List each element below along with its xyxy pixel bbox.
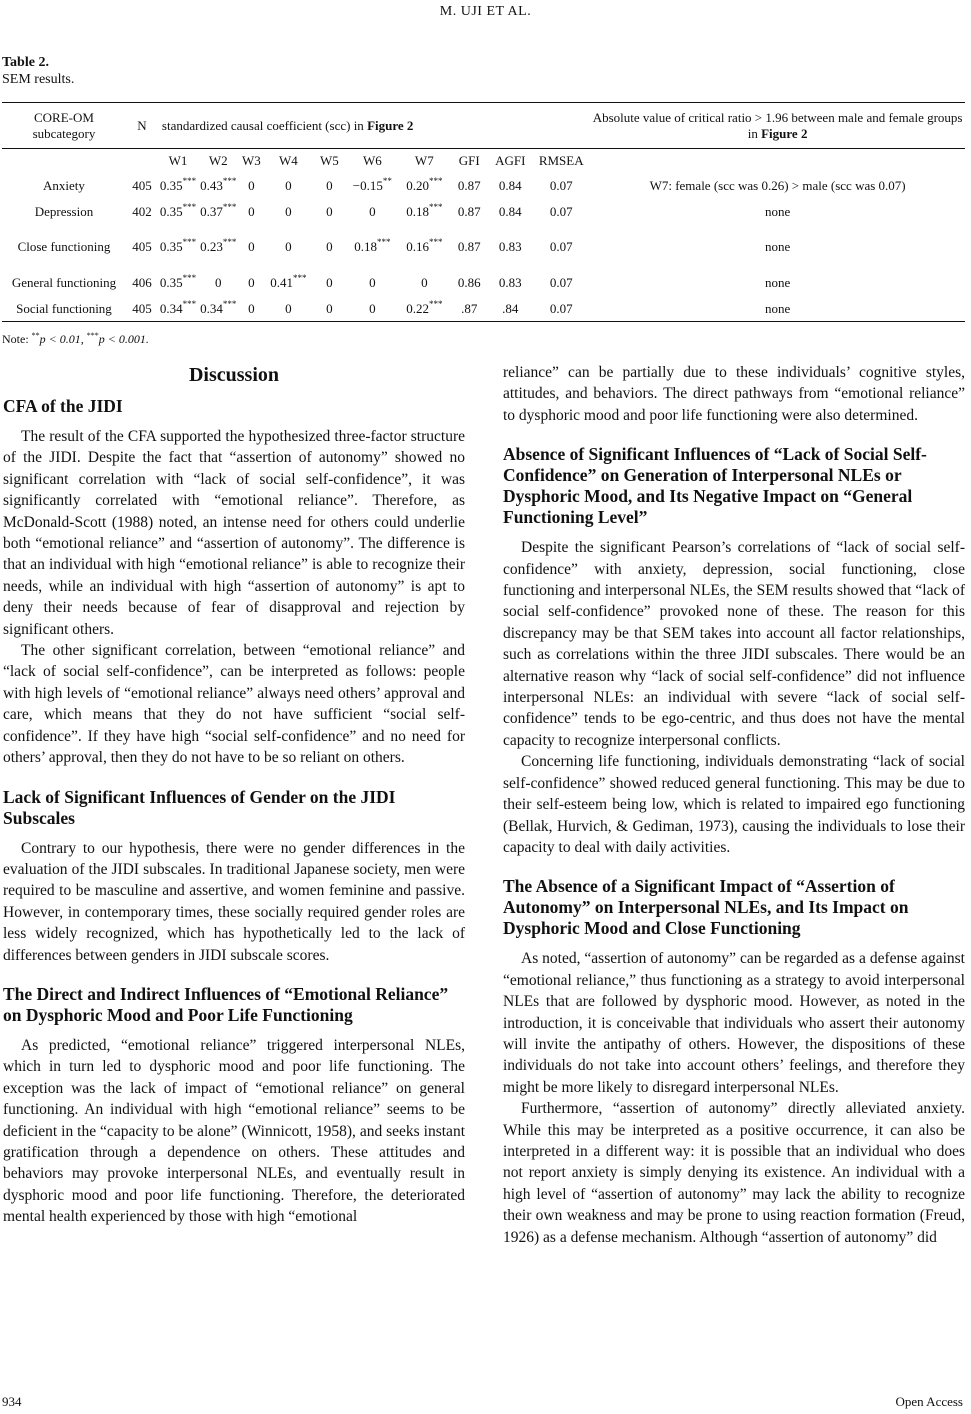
cell-w1: 0.35*** xyxy=(159,201,197,219)
cell-n: 405 xyxy=(132,239,152,254)
section-heading-autonomy: The Absence of a Significant Impact of “Assertion of Autonomy” on Interpersonal NLEs, and Its Impact on Dysphoric Mood and Close Functioning xyxy=(503,876,909,939)
cell-w7: 0.18*** xyxy=(406,201,443,219)
paragraph: Concerning life functioning, individuals demonstrating “lack of social self-confidence” showed reduced general functioning. This may be due to their self-esteem being low, which is related to impaired ego functioning (Bellak, Hurvich, & Gediman, 1973), causing the individuals to lose their capacity to deal with daily activities. xyxy=(503,753,965,856)
paragraph: Furthermore, “assertion of autonomy” directly alleviated anxiety. While this may be interpreted as a positive occurrence, it can also be interpreted in a different way: it is possible that an individual who does not report anxiety is simply denying its existence. An individual with a high level of “assertion of autonomy” may lack the ability to recognize their own weakness and may be prone to using reaction formation (Freud, 1926) as a defense mechanism. Although “assertion of autonomy” did xyxy=(503,1100,965,1246)
cell-n: 406 xyxy=(132,275,152,290)
cell-w1: 0.35*** xyxy=(159,272,197,290)
cell-w4: 0 xyxy=(285,204,292,219)
cell-w1: 0.35*** xyxy=(159,236,197,254)
cell-w6: 0 xyxy=(369,275,376,290)
table-row xyxy=(2,199,965,225)
subheader-w2: W2 xyxy=(208,153,228,168)
cell-gfi: 0.86 xyxy=(457,275,481,290)
cell-subcategory: Depression xyxy=(34,204,94,219)
cell-w2: 0 xyxy=(215,275,222,290)
cell-rmsea: 0.07 xyxy=(549,275,573,290)
table-row xyxy=(2,225,965,269)
table-caption xyxy=(2,54,74,88)
cell-critical-ratio: none xyxy=(764,239,791,254)
cell-w6: 0 xyxy=(369,204,376,219)
cell-w6: −0.15** xyxy=(352,175,392,193)
cell-subcategory: Close functioning xyxy=(17,239,111,254)
journal-footer: Open Access xyxy=(895,1394,963,1409)
right-column xyxy=(503,362,965,1248)
table-label: Table 2. xyxy=(2,55,49,70)
cell-agfi: 0.84 xyxy=(498,204,522,219)
cell-w5: 0 xyxy=(326,239,333,254)
running-head: M. UJI ET AL. xyxy=(439,4,532,19)
subheader-rmsea: RMSEA xyxy=(538,153,584,168)
paragraph: reliance” can be partially due to these individuals’ cognitive styles, attitudes, and behaviors. The direct pathways from “emotional reliance” to dysphoric mood and poor life functioning were also determined. xyxy=(503,364,965,424)
cell-agfi: .84 xyxy=(488,297,532,322)
subheader-gfi: GFI xyxy=(458,153,480,168)
cell-gfi: 0.87 xyxy=(457,178,481,193)
cell-w4: 0 xyxy=(264,297,312,322)
cell-gfi: .87 xyxy=(450,297,488,322)
paragraph: Contrary to our hypothesis, there were no gender differences in the evaluation of the JIDI subscales. In traditional Japanese society, men were required to be masculine and assertive, and women feminine and passive. However, in contemporary times, these socially required gender roles are less widely recognized, which has hypothetically led to the lack of differences between genders in JIDI subscale scores. xyxy=(3,839,465,964)
paragraph: As noted, “assertion of autonomy” can be regarded as a defense against “emotional reliance,” thus functioning as a strategy to avoid interpersonal NLEs that are followed by dysphoric mood. However, as noted in the introduction, it is conceivable that individuals who assert their autonomy will invite the antipathy of others. However, the dispositions of these individuals do not take into account others’ feelings, and therefore they might be more likely to disregard interpersonal NLEs. xyxy=(503,950,965,1096)
cell-rmsea: 0.07 xyxy=(532,297,590,322)
cell-w7: 0.22*** xyxy=(398,297,450,322)
table-note: Note: **p < 0.01, ***p < 0.001. xyxy=(2,331,149,346)
page-number: 934 xyxy=(2,1394,22,1409)
subheader-w6: W6 xyxy=(362,153,382,168)
header-critical-ratio xyxy=(590,103,965,149)
cell-gfi: 0.87 xyxy=(457,239,481,254)
cell-n: 402 xyxy=(132,204,152,219)
paragraph: The other significant correlation, between “emotional reliance” and “lack of social self-confidence”, can be interpreted as follows: people with high levels of “emotional reliance” always need others’ approval and care, which means that they do not have sufficient “social self-confidence”. If they have high “social self-confidence” and no need for others’ approval, then they do not have to be so reliant on others. xyxy=(3,642,465,767)
header-scc-figure-ref: Figure 2 xyxy=(367,117,414,133)
cell-w1: 0.34*** xyxy=(158,297,198,322)
section-heading-discussion: Discussion xyxy=(188,364,280,386)
paragraph: As predicted, “emotional reliance” triggered interpersonal NLEs, which in turn led to dysphoric mood and poor life functioning. The exception was the lack of impact of “emotional reliance” on general functioning. An individual with high “emotional reliance” seems to be deficient in the “capacity to be alone” (Winnicott, 1958), and seeks instant gratification through a dependence on others. These attitudes and behaviors may provoke interpersonal NLEs, and eventually result in dysphoric mood and poor life functioning. Therefore, the deteriorated mental health experienced by those with high “emotional xyxy=(3,1036,465,1226)
cell-gfi: 0.87 xyxy=(457,204,481,219)
section-heading-direct-indirect: The Direct and Indirect Influences of “Emotional Reliance” on Dysphoric Mood and Poor Life Functioning xyxy=(3,983,449,1025)
cell-agfi: 0.84 xyxy=(498,178,522,193)
paragraph: The result of the CFA supported the hypothesized three-factor structure of the JIDI. Despite the fact that “assertion of autonomy” showed no significant correlation with “lack of social self-confidence”, it was significantly correlated with “emotional reliance”. Therefore, as McDonald-Scott (1988) noted, an intense need for others could underlie both “emotional reliance” and “assertion of autonomy”. The difference is that an individual with high “emotional reliance” is able to recognize their needs, while an individual with high “assertion of autonomy” is apt to deny their needs because of fear of disapproval and rejection by significant others. xyxy=(3,428,465,638)
section-heading-social-confidence: Absence of Significant Influences of “Lack of Social Self-Confidence” on Generation of Interpersonal NLEs or Dysphoric Mood, and Its Negative Impact on “General Functioning Level” xyxy=(503,444,927,528)
subheader-w7: W7 xyxy=(414,153,434,168)
cell-w7: 0.16*** xyxy=(406,236,443,254)
cell-w5: 0 xyxy=(326,178,333,193)
cell-critical-ratio: none xyxy=(764,275,791,290)
header-scc-text: standardized causal coefficient (scc) in xyxy=(161,117,368,133)
cell-w5: 0 xyxy=(326,204,333,219)
cell-w4: 0 xyxy=(285,239,292,254)
subheader-agfi: AGFI xyxy=(495,153,526,168)
table-row xyxy=(2,269,965,297)
cell-w7: 0 xyxy=(421,275,428,290)
subheader-w3: W3 xyxy=(242,153,261,168)
cell-w2: 0.37*** xyxy=(200,201,237,219)
cell-w4: 0 xyxy=(285,178,292,193)
header-n: N xyxy=(126,103,158,149)
table-header-row xyxy=(2,103,965,149)
cell-rmsea: 0.07 xyxy=(549,239,573,254)
cell-w6: 0.18*** xyxy=(354,236,391,254)
left-column xyxy=(3,362,465,1228)
header-cr-figure-ref: Figure 2 xyxy=(761,125,808,141)
cell-w2: 0.43*** xyxy=(200,175,237,193)
cell-w3: 0 xyxy=(248,239,255,254)
cell-critical-ratio: none xyxy=(590,297,965,322)
paragraph: Despite the significant Pearson’s correlations of “lack of social self-confidence” with anxiety, depression, social functioning, close functioning and interpersonal NLEs, the SEM results showed that “lack of social self-confidence” provoked none of these. The reason for this discrepancy may be that SEM takes into account all factor relationships, such as correlations within the three JIDI subscales. There would be an alternative reason why “lack of social self-confidence” did not influence interpersonal NLEs: an individual with severe “lack of social self-confidence” tends to be ego-centric, and thus does not have the mental capacity to recognize interpersonal conflicts. xyxy=(503,539,965,749)
cell-w3: 0 xyxy=(248,178,255,193)
cell-w2: 0.34*** xyxy=(198,297,238,322)
cell-agfi: 0.83 xyxy=(498,239,522,254)
table-row xyxy=(2,297,965,322)
cell-n: 405 xyxy=(126,297,158,322)
cell-n: 405 xyxy=(132,178,152,193)
header-subcategory: CORE-OM subcategory xyxy=(2,103,126,149)
cell-w6: 0 xyxy=(346,297,398,322)
cell-w2: 0.23*** xyxy=(200,236,237,254)
cell-rmsea: 0.07 xyxy=(549,204,573,219)
cell-w4: 0.41*** xyxy=(270,272,307,290)
subheader-w5: W5 xyxy=(319,153,339,168)
cell-w1: 0.35*** xyxy=(159,175,197,193)
subheader-w4: W4 xyxy=(279,153,298,168)
cell-agfi: 0.83 xyxy=(498,275,522,290)
header-cr-text: Absolute value of critical ratio > 1.96 between male and female groups in xyxy=(592,109,963,141)
cell-w3: 0 xyxy=(248,275,255,290)
subheader-w1: W1 xyxy=(168,153,188,168)
cell-w5: 0 xyxy=(312,297,346,322)
sem-results-table xyxy=(2,102,965,322)
cell-w3: 0 xyxy=(248,204,255,219)
cell-w5: 0 xyxy=(326,275,333,290)
cell-subcategory: Social functioning xyxy=(2,297,126,322)
cell-w3: 0 xyxy=(238,297,264,322)
table-subheader-row xyxy=(2,149,965,174)
cell-subcategory: Anxiety xyxy=(43,178,85,193)
header-scc xyxy=(158,103,450,149)
cell-rmsea: 0.07 xyxy=(549,178,573,193)
cell-critical-ratio: W7: female (scc was 0.26) > male (scc was 0.07) xyxy=(649,178,906,193)
cell-w7: 0.20*** xyxy=(406,175,443,193)
cell-subcategory: General functioning xyxy=(11,275,117,290)
cell-critical-ratio: none xyxy=(764,204,791,219)
table-title: SEM results. xyxy=(2,72,75,87)
table-row xyxy=(2,173,965,199)
section-heading-cfa: CFA of the JIDI xyxy=(3,396,123,416)
section-heading-gender: Lack of Significant Influences of Gender on the JIDI Subscales xyxy=(3,786,396,828)
